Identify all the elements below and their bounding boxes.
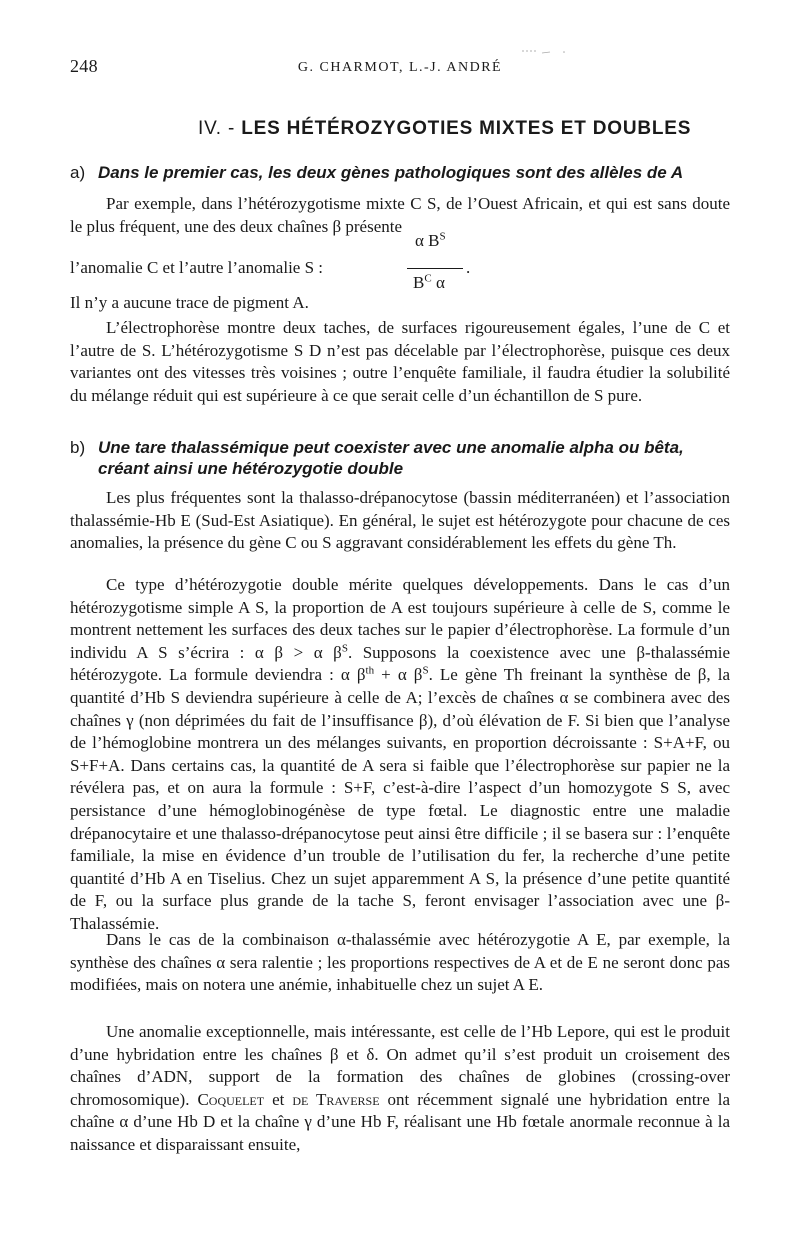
section-title: LES HÉTÉROZYGOTIES MIXTES ET DOUBLES [241,118,692,139]
paragraph-a1-text: Par exemple, dans l’hétérozygotisme mixte C S, de l’Ouest Africain, et qui est sans doute le plus fréquent, une des deux chaînes β présente [70,194,730,236]
paragraph-b4-text: Une anomalie exceptionnelle, mais intéressante, est celle de l’Hb Lepore, qui est le produit d’une hybridation entre les chaînes β et δ. On admet qu’il s’est produit un croisement des chaînes d’ADN, support de la formation des chaînes de globines (crossing-over chromosomique). Coquelet et de Traverse ont récemment signalé une hybridation entre la chaîne α d’une Hb D et la chaîne γ d’une Hb F, réalisant une Hb fœtale anormale reconnue à la naissance et disparaissant ensuite, [70,1022,730,1154]
paragraph-a2 [70,292,730,315]
author-de-traverse: de Traverse [292,1089,380,1109]
print-specks [520,48,590,58]
formula-period: . [466,258,471,277]
paragraph-a1 [70,193,730,238]
formula-numerator: α $B^S$ [415,230,446,250]
subsection-letter-a: a) [70,163,86,182]
page-number: 248 [70,56,98,76]
paragraph-a2-text: Il n’y a aucune trace de pigment A. [70,293,309,312]
section-roman-numeral: IV. [198,118,222,139]
paragraph-b1 [70,487,730,555]
subsection-title-a: Dans le premier cas, les deux gènes pathologiques sont des allèles de A [98,163,684,182]
paragraph-b2 [70,574,730,936]
formula-lead-text: l’anomalie C et l’autre l’anomalie S : [70,258,324,277]
section-heading [198,118,691,140]
formula-denominator: $B^C$ α [413,272,445,292]
paragraph-b2-text: Ce type d’hétérozygotie double mérite quelques développements. Dans le cas d’un hétérozygotisme simple A S, la proportion de A est toujours supérieure à celle de S, comme le montrent nettement les surfaces des deux taches sur le papier d’électrophorèse. La formule d’un individu A S s’écrira : α β > α $\beta^S$. Supposons la coexistence avec une β-thalassémie hétérozygote. La formule deviendra : α $\beta^{th} + \alpha$ $\beta^S$. Le gène Th freinant la synthèse de β, la quantité d’Hb S deviendra supérieure à celle de A; l’excès de chaînes α se combinera avec des chaînes γ (non déprimées du fait de l’insuffisance β), d’où élévation de F. Si bien que l’analyse de l’hémoglobine montrera un des mélanges suivants, en proportion décroissante : S+A+F, ou S+F+A. Dans certains cas, la quantité de A sera si faible que l’électrophorèse sur papier ne la révélera pas, et on aura la formule : S+F, c’est-à-dire l’aspect d’un homozygote S S, avec persistance d’une hémoglobinogénèse de type fœtal. Le diagnostic entre une maladie drépanocytaire et une thalasso-drépanocytose peut ainsi être difficile ; il se basera sur : l’enquête familiale, la mise en évidence d’un trouble de l’utilisation du fer, la recherche d’une petite quantité d’Hb A en Tiselius. Chez un sujet apparemment A S, la présence d’une petite quantité de F, ou la surface plus grande de la tache S, feront envisager l’association avec une β-Thalassémie. [70,575,730,933]
paragraph-b4 [70,1021,730,1157]
paragraph-a3-text: L’électrophorèse montre deux taches, de surfaces rigoureusement égales, l’une de C et l’autre de S. L’hétérozygotisme S D n’est pas décelable par l’électrophorèse, puisque ces deux variantes ont des vitesses très voisines ; outre l’enquête familiale, il faudra étudier la solubilité du mélange réduit qui est supérieure à ce que serait celle d’un échantillon de S pure. [70,318,730,405]
paragraph-b3-text: Dans le cas de la combinaison α-thalassémie avec hétérozygotie A E, par exemple, la synthèse des chaînes α sera ralentie ; les proportions respectives de A et de E ne seront donc pas modifiées, mais on notera une anémie, inhabituelle chez un sujet A E. [70,930,730,995]
fraction-bar [407,268,463,269]
author-coquelet: Coquelet [197,1089,265,1109]
paragraph-b1-text: Les plus fréquentes sont la thalasso-drépanocytose (bassin méditerranéen) et l’association thalassémie-Hb E (Sud-Est Asiatique). En général, le sujet est hétérozygote pour chacune de ces anomalies, la présence du gène C ou S aggravant considérablement les effets du gène Th. [70,488,730,553]
paragraph-a3 [70,317,730,407]
paragraph-b3 [70,929,730,997]
subsection-heading-b [70,437,730,479]
subsection-heading-a [70,162,730,183]
subsection-title-b: Une tare thalassémique peut coexister avec une anomalie alpha ou bêta, créant ainsi une hétérozygotie double [98,438,684,478]
section-dash: - [227,118,236,139]
subsection-letter-b: b) [70,438,86,457]
running-head: G. CHARMOT, L.-J. ANDRÉ [297,60,503,75]
